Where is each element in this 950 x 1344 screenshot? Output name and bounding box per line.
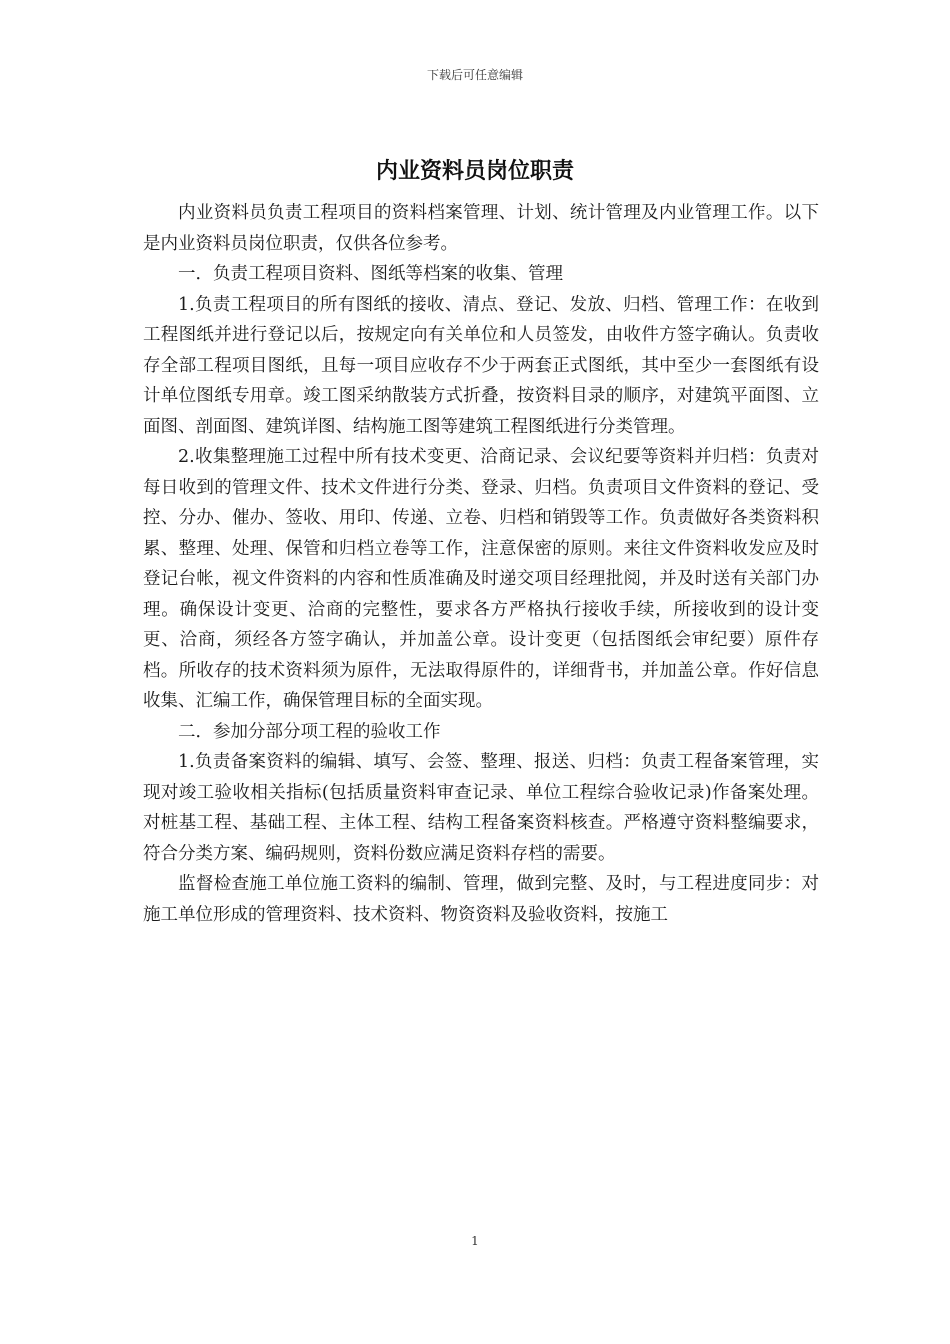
paragraph-changes-archiving: 2.收集整理施工过程中所有技术变更、洽商记录、会议纪要等资料并归档：负责对每日收到的管理文件、技术文件进行分类、登录、归档。负责项目文件资料的登记、受控、分办、催办、签收、用印、传递、立卷、归档和销毁等工作。负责做好各类资料积累、整理、处理、保管和归档立卷等工作，注意保密的原则。来往文件资料收发应及时登记台帐，视文件资料的内容和性质准确及时递交项目经理批阅，并及时送有关部门办理。确保设计变更、洽商的完整性，要求各方严格执行接收手续，所接收到的设计变更、洽商，须经各方签字确认，并加盖公章。设计变更（包括图纸会审纪要）原件存档。所收存的技术资料须为原件，无法取得原件的，详细背书，并加盖公章。作好信息收集、汇编工作，确保管理目标的全面实现。 (143, 447, 819, 711)
page-header-note: 下载后可任意编辑 (426, 68, 523, 82)
intro-paragraph: 内业资料员负责工程项目的资料档案管理、计划、统计管理及内业管理工作。以下是内业资料员岗位职责，仅供各位参考。 (143, 203, 819, 254)
page-number: 1 (471, 1234, 479, 1248)
document-title: 内业资料员岗位职责 (375, 158, 574, 184)
section-heading-1: 一．负责工程项目资料、图纸等档案的收集、管理 (178, 264, 563, 284)
document-body (143, 198, 819, 930)
section-heading-2: 二．参加分部分项工程的验收工作 (178, 721, 441, 742)
paragraph-drawings-management: 1.负责工程项目的所有图纸的接收、清点、登记、发放、归档、管理工作：在收到工程图纸并进行登记以后，按规定向有关单位和人员签发，由收件方签字确认。负责收存全部工程项目图纸，且每一项目应收存不少于两套正式图纸，其中至少一套图纸有设计单位图纸专用章。竣工图采纳散装方式折叠，按资料目录的顺序，对建筑平面图、立面图、剖面图、建筑详图、结构施工图等建筑工程图纸进行分类管理。 (143, 294, 819, 437)
paragraph-filing-records: 1.负责备案资料的编辑、填写、会签、整理、报送、归档：负责工程备案管理，实现对竣工验收相关指标(包括质量资料审查记录、单位工程综合验收记录)作备案处理。对桩基工程、基础工程、主体工程、结构工程备案资料核查。严格遵守资料整编要求，符合分类方案、编码规则，资料份数应满足资料存档的需要。 (143, 752, 819, 864)
paragraph-supervision: 监督检查施工单位施工资料的编制、管理，做到完整、及时，与工程进度同步：对施工单位形成的管理资料、技术资料、物资资料及验收资料，按施工 (143, 874, 819, 925)
